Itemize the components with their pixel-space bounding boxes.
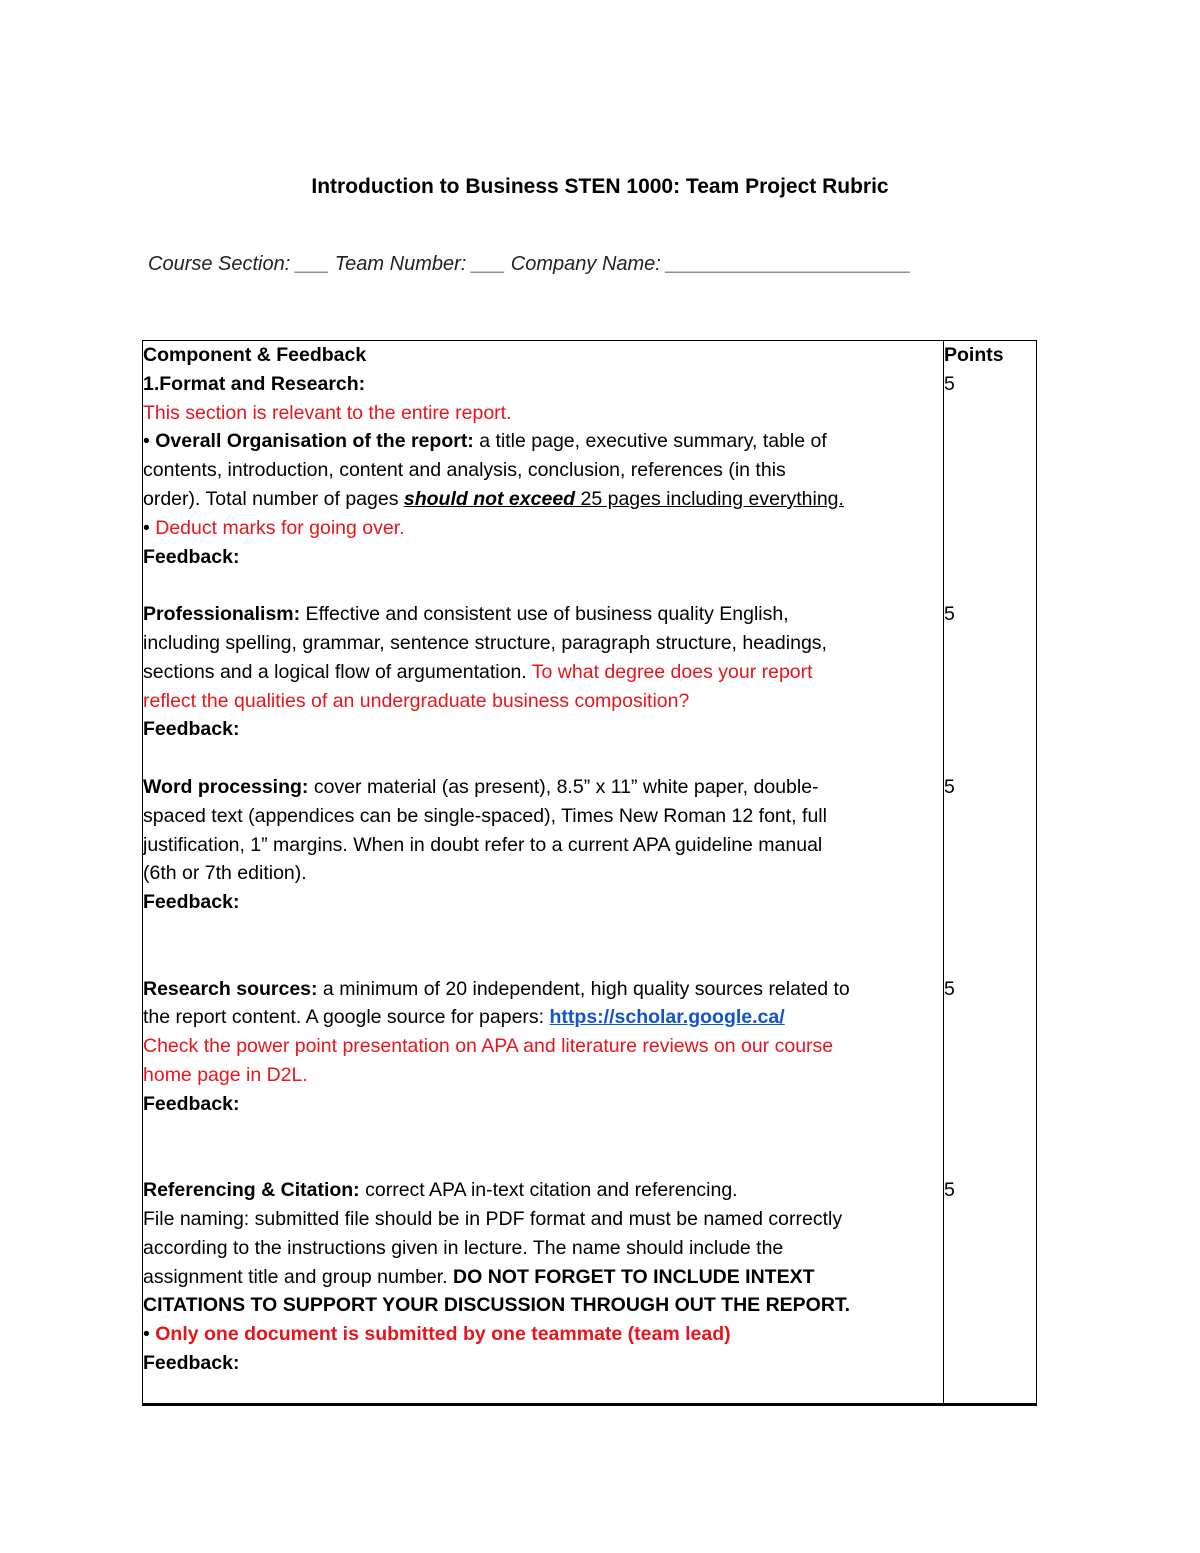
professionalism-question-2: reflect the qualities of an undergraduate business composition? <box>143 689 690 712</box>
professionalism-text-3a: sections and a logical flow of argumentation. <box>143 660 532 683</box>
research-line-1 <box>143 975 943 1004</box>
section-note: This section is relevant to the entire report. <box>143 401 512 424</box>
bullet: • <box>143 1323 150 1346</box>
feedback-label: Feedback: <box>143 1351 240 1374</box>
only-one-text: Only one document is submitted by one teammate (team lead) <box>155 1323 731 1346</box>
points-referencing: 5 <box>944 1179 955 1202</box>
organisation-label: Overall Organisation of the report: <box>155 430 474 453</box>
professionalism-line-1 <box>143 600 943 629</box>
feedback-label: Feedback: <box>143 545 240 568</box>
page-title: Introduction to Business STEN 1000: Team Project Rubric <box>311 175 889 198</box>
spacer <box>143 917 943 946</box>
points-format: 5 <box>944 372 955 395</box>
points-cell <box>944 341 1037 1405</box>
spacer <box>944 399 1036 601</box>
spacer <box>944 629 1036 773</box>
professionalism-line-2: including spelling, grammar, sentence structure, paragraph structure, headings, <box>143 631 827 654</box>
deduct-text: Deduct marks for going over. <box>155 516 405 539</box>
spacer <box>143 1147 943 1176</box>
points-word-processing: 5 <box>944 775 955 798</box>
feedback-label: Feedback: <box>143 1092 240 1115</box>
deduct-line <box>143 514 943 543</box>
research-note-2: home page in D2L. <box>143 1063 308 1086</box>
organisation-text-3b: 25 pages including everything. <box>575 487 844 510</box>
table-row <box>143 341 1037 1405</box>
points-professionalism: 5 <box>944 603 955 626</box>
research-text-1: a minimum of 20 independent, high quality sources related to <box>317 977 850 1000</box>
spacer <box>143 946 943 975</box>
organisation-text-3a: order). Total number of pages <box>143 487 404 510</box>
research-label: Research sources: <box>143 977 318 1000</box>
spacer <box>944 802 1036 975</box>
rubric-table <box>142 340 1037 1406</box>
should-not-exceed-emphasis: should not exceed <box>403 487 576 510</box>
referencing-line-3: according to the instructions given in lecture. The name should include the <box>143 1236 784 1259</box>
referencing-warning-1: DO NOT FORGET TO INCLUDE INTEXT <box>453 1265 815 1288</box>
referencing-warning-2: CITATIONS TO SUPPORT YOUR DISCUSSION THROUGH OUT THE REPORT. <box>143 1294 851 1317</box>
header-component: Component & Feedback <box>143 344 367 366</box>
feedback-label: Feedback: <box>143 891 240 914</box>
points-research: 5 <box>944 977 955 1000</box>
professionalism-question-1: To what degree does your report <box>531 660 813 683</box>
referencing-line-1 <box>143 1176 943 1205</box>
spacer <box>944 1003 1036 1176</box>
referencing-label: Referencing & Citation: <box>143 1179 360 1202</box>
word-processing-line-4: (6th or 7th edition). <box>143 862 307 885</box>
word-processing-text-1: cover material (as present), 8.5” x 11” white paper, double- <box>308 775 819 798</box>
referencing-text-1: correct APA in-text citation and referencing. <box>359 1179 738 1202</box>
word-processing-line-2: spaced text (appendices can be single-spaced), Times New Roman 12 font, full <box>143 804 827 827</box>
organisation-line-3 <box>143 485 943 514</box>
referencing-line-4 <box>143 1263 943 1292</box>
organisation-line-1 <box>143 427 943 456</box>
spacer <box>143 1119 943 1148</box>
research-text-2: the report content. A google source for papers: <box>143 1006 550 1029</box>
scholar-link[interactable]: https://scholar.google.ca/ <box>549 1006 785 1029</box>
bullet: • <box>143 430 150 453</box>
course-info-line: Course Section: ___ Team Number: ___ Company Name: ______________________ <box>148 253 912 275</box>
spacer <box>143 571 943 600</box>
word-processing-line-3: justification, 1” margins. When in doubt refer to a current APA guideline manual <box>143 833 823 856</box>
professionalism-label: Professionalism: <box>143 603 301 626</box>
research-line-2 <box>143 1003 943 1032</box>
component-feedback-cell <box>143 341 944 1405</box>
only-one-line <box>143 1320 943 1349</box>
organisation-line-2: contents, introduction, content and analysis, conclusion, references (in this <box>143 459 786 482</box>
section-heading: 1.Format and Research: <box>143 372 366 395</box>
word-processing-label: Word processing: <box>143 775 309 798</box>
feedback-label: Feedback: <box>143 718 240 741</box>
bullet: • <box>143 516 150 539</box>
header-points: Points <box>944 344 1004 366</box>
referencing-line-2: File naming: submitted file should be in PDF format and must be named correctly <box>143 1207 843 1230</box>
professionalism-line-3 <box>143 658 943 687</box>
referencing-text-4: assignment title and group number. <box>143 1265 454 1288</box>
word-processing-line-1 <box>143 773 943 802</box>
research-note-1: Check the power point presentation on APA and literature reviews on our course <box>143 1035 834 1058</box>
organisation-text-1: a title page, executive summary, table of <box>473 430 827 453</box>
professionalism-text-1: Effective and consistent use of business quality English, <box>300 603 789 626</box>
spacer <box>143 744 943 773</box>
